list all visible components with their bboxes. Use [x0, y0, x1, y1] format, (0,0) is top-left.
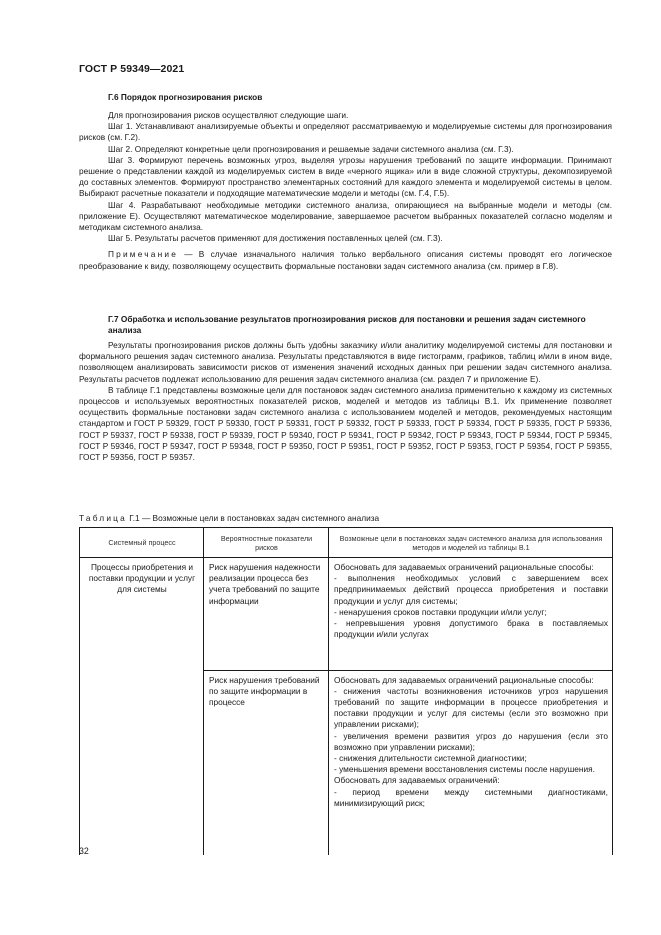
- note-text: — В случае изначального наличия только вербального описания системы проводят его логическое преобразование к виду, позволяющему осуществить формальные постановки задач системного анализа (см. пример в Г.8).: [79, 249, 612, 271]
- table-caption-text: Г.1 — Возможные цели в постановках задач системного анализа: [126, 513, 380, 523]
- indicator-cell: Риск нарушения надежности реализации процесса без учета требований по защите информации: [204, 558, 329, 671]
- page-number: 32: [79, 846, 89, 856]
- paragraph: Шаг 1. Устанавливают анализируемые объекты и определяют рассматриваемую и моделируемые системы для прогнозирования рисков (см. Г.2).: [79, 121, 612, 143]
- goal-line: - ненарушения сроков поставки продукции и/или услуг;: [334, 606, 547, 617]
- paragraph: Шаг 3. Формируют перечень возможных угроз, выделяя угрозы нарушения требований по защите информации. Принимают решение о представлении каждой из моделируемых систем в виде «черного ящика» или в виде сложной структуры, декомпозируемой до составных элементов. Формируют пространство элементарных состояний для каждого элемента и моделируемой системы в целом. Выбирают расчетные показатели и подходящие математические модели и методы (см. Г.4, Г.5).: [79, 154, 612, 199]
- table-caption: [79, 513, 379, 523]
- goal-line: - увеличения времени развития угроз до нарушения (если это возможно при управлении рисками);: [334, 730, 608, 752]
- note: [79, 249, 612, 271]
- section-g7: [79, 314, 612, 463]
- indicator-cell: Риск нарушения требований по защите информации в процессе: [204, 670, 329, 855]
- table-header-row: [80, 528, 613, 558]
- goals-cell: [329, 670, 613, 855]
- paragraph: Шаг 2. Определяют конкретные цели прогнозирования и решаемые задачи системного анализа (см. Г.3).: [108, 143, 514, 154]
- goal-line: Обосновать для задаваемых ограничений рациональные способы:: [334, 562, 594, 572]
- note-label: Примечание: [108, 249, 179, 260]
- column-header-goals: Возможные цели в постановках задач системного анализа для использования методов и моделей из таблицы В.1: [329, 528, 613, 558]
- goal-line: - период времени между системными диагностиками, минимизирующий риск;: [334, 786, 608, 808]
- goal-line: Обосновать для задаваемых ограничений:: [334, 775, 500, 786]
- goal-line: - непревышения уровня допустимого брака в поставляемых продукции и/или услугах: [334, 618, 608, 640]
- section-g6: [79, 92, 612, 272]
- process-cell: Процессы приобретения и поставки продукции и услуг для системы: [80, 558, 204, 856]
- table-caption-label: Таблица: [79, 513, 127, 523]
- paragraph: Результаты прогнозирования рисков должны быть удобны заказчику и/или аналитику моделируемой системы для постановки и формального решения задач системного анализа. Результаты представляются в виде гистограмм, графиков, таблиц и/или в ином виде, позволяющем анализировать зависимости рисков от изменения значений исходных данных при решении задач системного анализа. Результаты расчетов подлежат использованию для решения задач системного анализа (см. раздел 7 и приложение Е).: [79, 340, 612, 384]
- paragraph: Шаг 4. Разрабатывают необходимые методики системного анализа, опирающиеся на выбранные модели и методы (см. приложение Е). Осуществляют математическое моделирование, завершаемое расчетом выбранных показателей согласно моделям и методикам системного анализа.: [79, 199, 612, 233]
- table-row: [80, 558, 613, 671]
- goals-cell: [329, 558, 613, 671]
- goal-line: - снижения длительности системной диагностики;: [334, 753, 527, 763]
- goal-line: - уменьшения времени восстановления системы после нарушения.: [334, 764, 595, 775]
- paragraph: Шаг 5. Результаты расчетов применяют для достижения поставленных целей (см. Г.3).: [108, 233, 443, 244]
- goal-line: - выполнения необходимых условий с завершением всех предпринимаемых действий процесса приобретения и поставки продукции и услуг для системы;: [334, 573, 608, 606]
- paragraph: Для прогнозирования рисков осуществляют следующие шаги.: [108, 110, 349, 120]
- section-g6-heading: Г.6 Порядок прогнозирования рисков: [108, 92, 263, 102]
- goal-line: Обосновать для задаваемых ограничений рациональные способы:: [334, 674, 594, 685]
- paragraph: В таблице Г.1 представлены возможные цели для постановок задач системного анализа применительно к каждому из системных процессов и используемых вероятностных показателей рисков, моделей и методов из таблицы В.1. Их применение позволяет осуществить формальные постановки задач системного анализа с использованием моделей и методов, рекомендуемых настоящим стандартом и ГОСТ Р 59329, ГОСТ Р 59330, ГОСТ Р 59331, ГОСТ Р 59332, ГОСТ Р 59333, ГОСТ Р 59334, ГОСТ Р 59335, ГОСТ Р 59336, ГОСТ Р 59337, ГОСТ Р 59338, ГОСТ Р 59339, ГОСТ Р 59340, ГОСТ Р 59341, ГОСТ Р 59342, ГОСТ Р 59343, ГОСТ Р 59344, ГОСТ Р 59345, ГОСТ Р 59346, ГОСТ Р 59347, ГОСТ Р 59348, ГОСТ Р 59350, ГОСТ Р 59351, ГОСТ Р 59352, ГОСТ Р 59353, ГОСТ Р 59354, ГОСТ Р 59355, ГОСТ Р 59356, ГОСТ Р 59357.: [79, 384, 612, 463]
- document-header: ГОСТ Р 59349—2021: [79, 63, 185, 75]
- goals-table: [79, 527, 613, 855]
- column-header-process: Системный процесс: [80, 528, 204, 558]
- column-header-indicators: Вероятностные показатели рисков: [204, 528, 329, 558]
- section-g7-heading: Г.7 Обработка и использование результатов прогнозирования рисков для постановки и решения задач системного анализа: [108, 314, 586, 335]
- goal-line: - снижения частоты возникновения источников угроз нарушения требований по защите информации в процессе приобретения и поставки продукции и услуг для системы (если это возможно при управлении рисками);: [334, 685, 608, 730]
